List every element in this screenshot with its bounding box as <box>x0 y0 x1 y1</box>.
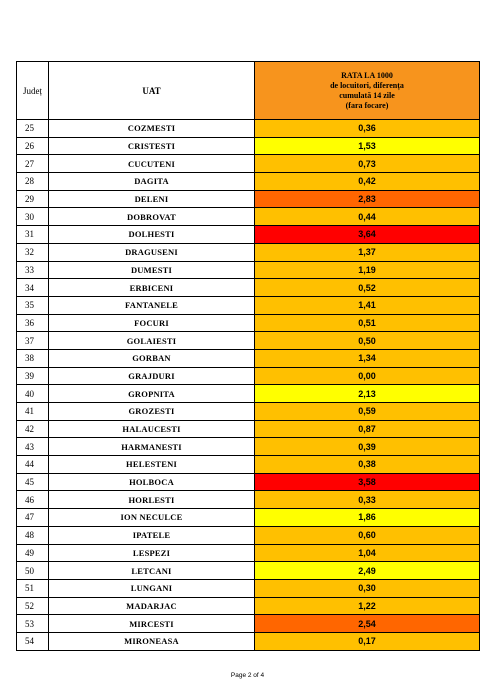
rate-value: 0,51 <box>255 314 480 332</box>
row-number: 34 <box>17 279 49 297</box>
uat-name: ERBICENI <box>49 279 255 297</box>
table-row <box>17 314 480 332</box>
table-row <box>17 526 480 544</box>
uat-name: DAGITA <box>49 173 255 191</box>
rate-value: 1,22 <box>255 597 480 615</box>
rate-value: 1,86 <box>255 509 480 527</box>
table-header-row <box>17 62 480 120</box>
table-row <box>17 120 480 138</box>
column-header-uat: UAT <box>49 62 255 120</box>
table-row <box>17 456 480 474</box>
row-number: 40 <box>17 385 49 403</box>
rate-value: 0,50 <box>255 332 480 350</box>
rate-value: 0,17 <box>255 632 480 650</box>
uat-name: MIRONEASA <box>49 632 255 650</box>
table-row <box>17 544 480 562</box>
row-number: 32 <box>17 243 49 261</box>
table-row <box>17 491 480 509</box>
table-row <box>17 562 480 580</box>
uat-name: FANTANELE <box>49 296 255 314</box>
table-row <box>17 509 480 527</box>
rate-value: 0,33 <box>255 491 480 509</box>
rate-header-line: de locuitori, diferența <box>330 80 404 90</box>
uat-name: LUNGANI <box>49 579 255 597</box>
uat-name: IPATELE <box>49 526 255 544</box>
column-header-rate <box>255 62 480 120</box>
table-row <box>17 438 480 456</box>
table-row <box>17 579 480 597</box>
table-row <box>17 332 480 350</box>
rate-value: 0,30 <box>255 579 480 597</box>
row-number: 44 <box>17 456 49 474</box>
table-row <box>17 279 480 297</box>
row-number: 29 <box>17 190 49 208</box>
uat-name: HELESTENI <box>49 456 255 474</box>
rate-value: 0,73 <box>255 155 480 173</box>
row-number: 35 <box>17 296 49 314</box>
table-row <box>17 367 480 385</box>
table-row <box>17 403 480 421</box>
uat-name: HALAUCESTI <box>49 420 255 438</box>
rate-value: 0,42 <box>255 173 480 191</box>
uat-name: MIRCESTI <box>49 615 255 633</box>
rate-header-line: RATA LA 1000 <box>341 70 393 80</box>
row-number: 31 <box>17 226 49 244</box>
table-row <box>17 473 480 491</box>
uat-name: DOLHESTI <box>49 226 255 244</box>
rate-value: 0,00 <box>255 367 480 385</box>
table-row <box>17 296 480 314</box>
uat-name: HORLESTI <box>49 491 255 509</box>
rate-value: 0,39 <box>255 438 480 456</box>
uat-name: DOBROVAT <box>49 208 255 226</box>
row-number: 49 <box>17 544 49 562</box>
row-number: 27 <box>17 155 49 173</box>
uat-name: GOLAIESTI <box>49 332 255 350</box>
uat-name: CRISTESTI <box>49 137 255 155</box>
table-row <box>17 243 480 261</box>
table-row <box>17 173 480 191</box>
incidence-table <box>16 61 480 651</box>
row-number: 37 <box>17 332 49 350</box>
rate-value: 1,41 <box>255 296 480 314</box>
table-body <box>17 120 480 651</box>
row-number: 41 <box>17 403 49 421</box>
rate-value: 2,49 <box>255 562 480 580</box>
rate-value: 1,19 <box>255 261 480 279</box>
column-header-judet: Județ <box>17 62 49 120</box>
uat-name: LESPEZI <box>49 544 255 562</box>
rate-value: 3,58 <box>255 473 480 491</box>
row-number: 28 <box>17 173 49 191</box>
uat-name: HARMANESTI <box>49 438 255 456</box>
row-number: 45 <box>17 473 49 491</box>
rate-header-line: cumulată 14 zile <box>339 90 395 100</box>
row-number: 33 <box>17 261 49 279</box>
table-row <box>17 385 480 403</box>
table-row <box>17 137 480 155</box>
table-row <box>17 632 480 650</box>
row-number: 43 <box>17 438 49 456</box>
uat-name: DUMESTI <box>49 261 255 279</box>
table-row <box>17 349 480 367</box>
uat-name: GORBAN <box>49 349 255 367</box>
row-number: 30 <box>17 208 49 226</box>
uat-name: LETCANI <box>49 562 255 580</box>
rate-value: 0,38 <box>255 456 480 474</box>
table-row <box>17 615 480 633</box>
row-number: 25 <box>17 120 49 138</box>
row-number: 53 <box>17 615 49 633</box>
rate-value: 0,59 <box>255 403 480 421</box>
rate-value: 1,34 <box>255 349 480 367</box>
row-number: 51 <box>17 579 49 597</box>
uat-name: CUCUTENI <box>49 155 255 173</box>
uat-name: HOLBOCA <box>49 473 255 491</box>
rate-value: 2,13 <box>255 385 480 403</box>
rate-value: 2,83 <box>255 190 480 208</box>
row-number: 39 <box>17 367 49 385</box>
table-row <box>17 190 480 208</box>
page-footer: Page 2 of 4 <box>230 672 265 679</box>
uat-name: DELENI <box>49 190 255 208</box>
rate-value: 0,44 <box>255 208 480 226</box>
rate-value: 1,53 <box>255 137 480 155</box>
rate-value: 1,04 <box>255 544 480 562</box>
table-row <box>17 226 480 244</box>
uat-name: COZMESTI <box>49 120 255 138</box>
row-number: 36 <box>17 314 49 332</box>
row-number: 52 <box>17 597 49 615</box>
rate-value: 0,60 <box>255 526 480 544</box>
uat-name: DRAGUSENI <box>49 243 255 261</box>
rate-value: 3,64 <box>255 226 480 244</box>
row-number: 47 <box>17 509 49 527</box>
rate-value: 1,37 <box>255 243 480 261</box>
table-row <box>17 420 480 438</box>
row-number: 54 <box>17 632 49 650</box>
rate-value: 0,87 <box>255 420 480 438</box>
uat-name: FOCURI <box>49 314 255 332</box>
uat-name: ION NECULCE <box>49 509 255 527</box>
table-row <box>17 155 480 173</box>
uat-name: GRAJDURI <box>49 367 255 385</box>
incidence-table-container <box>16 61 479 651</box>
row-number: 38 <box>17 349 49 367</box>
table-row <box>17 597 480 615</box>
uat-name: MADARJAC <box>49 597 255 615</box>
table-row <box>17 208 480 226</box>
uat-name: GROZESTI <box>49 403 255 421</box>
row-number: 26 <box>17 137 49 155</box>
rate-header-line: (fara focare) <box>345 100 389 110</box>
table-row <box>17 261 480 279</box>
rate-value: 0,36 <box>255 120 480 138</box>
row-number: 48 <box>17 526 49 544</box>
rate-value: 2,54 <box>255 615 480 633</box>
row-number: 42 <box>17 420 49 438</box>
uat-name: GROPNITA <box>49 385 255 403</box>
row-number: 50 <box>17 562 49 580</box>
rate-value: 0,52 <box>255 279 480 297</box>
row-number: 46 <box>17 491 49 509</box>
